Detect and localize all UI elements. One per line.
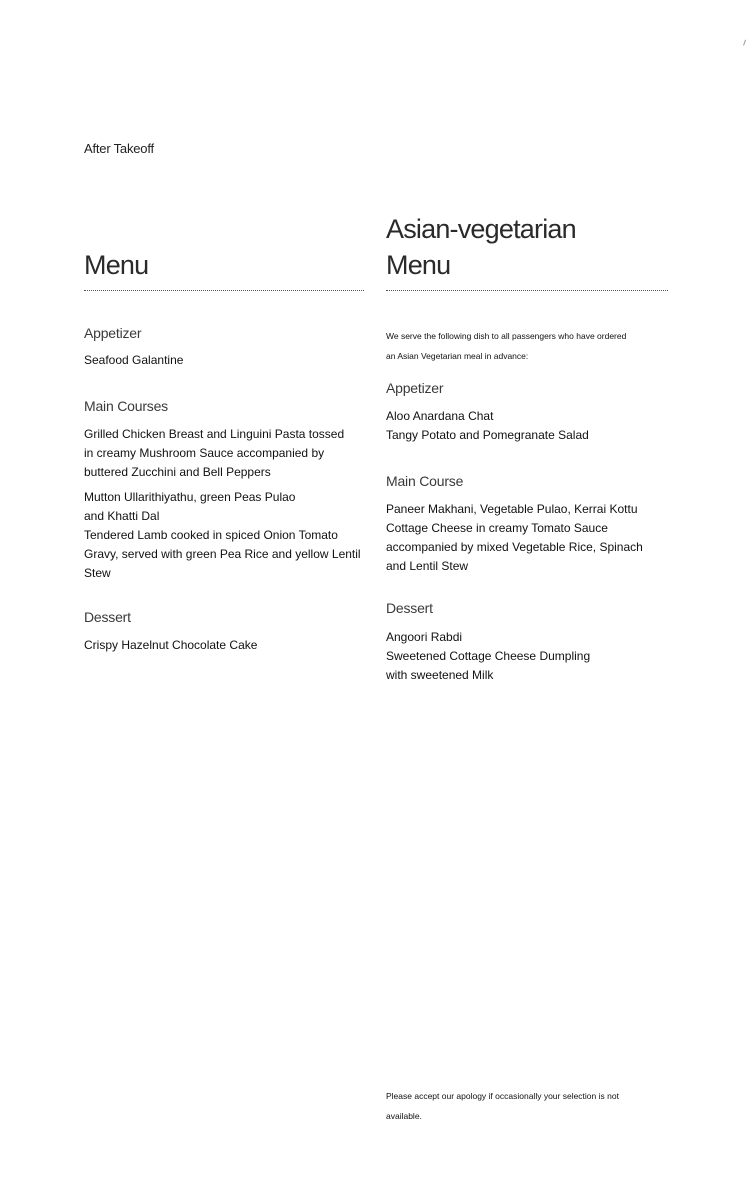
main-course-option-2-line: Stew bbox=[84, 566, 111, 580]
main-course-option-2 bbox=[84, 488, 361, 583]
veg-dessert-line: with sweetened Milk bbox=[386, 668, 494, 682]
veg-appetizer-heading: Appetizer bbox=[386, 380, 444, 396]
veg-dessert-heading: Dessert bbox=[386, 600, 433, 616]
standard-menu-title: Menu bbox=[84, 250, 149, 280]
apology-note bbox=[386, 1086, 619, 1126]
veg-dessert-item bbox=[386, 628, 590, 685]
main-courses-heading: Main Courses bbox=[84, 398, 168, 414]
main-course-option-2-line: Gravy, served with green Pea Rice and yellow Lentil bbox=[84, 547, 361, 561]
veg-main-course-heading: Main Course bbox=[386, 473, 464, 489]
main-course-option-1-line: in creamy Mushroom Sauce accompanied by bbox=[84, 446, 325, 460]
standard-menu-divider bbox=[84, 290, 364, 291]
veg-appetizer-line: Tangy Potato and Pomegranate Salad bbox=[386, 428, 589, 442]
main-course-option-1-line: buttered Zucchini and Bell Peppers bbox=[84, 465, 271, 479]
scan-mark bbox=[743, 40, 748, 47]
dessert-item: Crispy Hazelnut Chocolate Cake bbox=[84, 638, 258, 652]
appetizer-heading: Appetizer bbox=[84, 325, 142, 341]
veg-main-course-line: and Lentil Stew bbox=[386, 559, 469, 573]
intro-line: an Asian Vegetarian meal in advance: bbox=[386, 351, 529, 361]
veg-main-course-line: Paneer Makhani, Vegetable Pulao, Kerrai Kottu bbox=[386, 502, 638, 516]
asian-vegetarian-intro bbox=[386, 326, 626, 366]
main-course-option-1-line: Grilled Chicken Breast and Linguini Pasta tossed bbox=[84, 427, 345, 441]
asian-vegetarian-menu-title bbox=[386, 211, 576, 283]
main-course-option-1 bbox=[84, 425, 344, 482]
dessert-heading: Dessert bbox=[84, 609, 131, 625]
asian-vegetarian-title-line: Menu bbox=[386, 250, 451, 280]
asian-vegetarian-menu-divider bbox=[386, 290, 668, 291]
main-course-option-2-line: and Khatti Dal bbox=[84, 509, 160, 523]
main-course-option-2-line: Mutton Ullarithiyathu, green Peas Pulao bbox=[84, 490, 296, 504]
veg-dessert-line: Sweetened Cottage Cheese Dumpling bbox=[386, 649, 591, 663]
veg-main-course-line: accompanied by mixed Vegetable Rice, Spinach bbox=[386, 540, 643, 554]
apology-line: Please accept our apology if occasionally your selection is not bbox=[386, 1091, 619, 1101]
veg-main-course-line: Cottage Cheese in creamy Tomato Sauce bbox=[386, 521, 608, 535]
intro-line: We serve the following dish to all passengers who have ordered bbox=[386, 331, 627, 341]
asian-vegetarian-title-line: Asian-vegetarian bbox=[386, 214, 576, 244]
appetizer-item: Seafood Galantine bbox=[84, 353, 184, 367]
meal-service-label: After Takeoff bbox=[84, 141, 154, 156]
veg-dessert-line: Angoori Rabdi bbox=[386, 630, 463, 644]
veg-appetizer-item bbox=[386, 407, 589, 445]
main-course-option-2-line: Tendered Lamb cooked in spiced Onion Tomato bbox=[84, 528, 338, 542]
apology-line: available. bbox=[386, 1111, 422, 1121]
veg-appetizer-line: Aloo Anardana Chat bbox=[386, 409, 494, 423]
veg-main-course-item bbox=[386, 500, 643, 576]
